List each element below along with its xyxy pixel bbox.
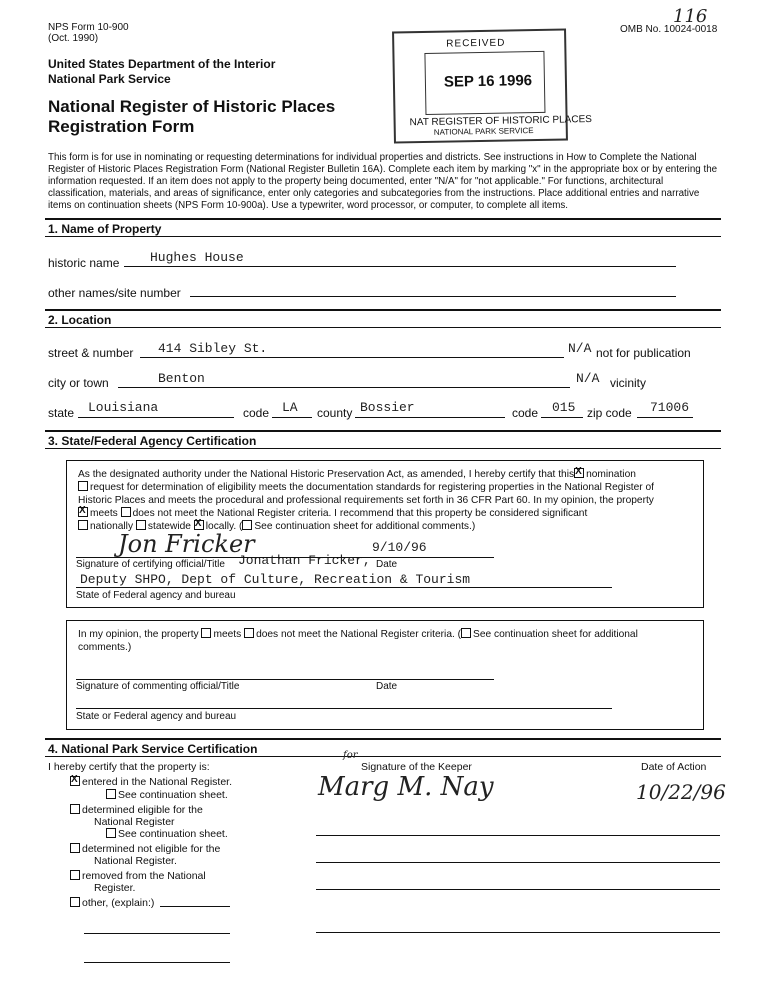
other-checkbox[interactable] — [70, 897, 80, 907]
certifying-signature: Jon Fricker — [118, 530, 255, 558]
keeper-line — [316, 889, 720, 890]
eligible-label-2: National Register — [94, 816, 175, 828]
zip-line — [637, 417, 693, 418]
other-explain-line[interactable] — [160, 906, 230, 907]
county-value[interactable]: Bossier — [360, 400, 415, 415]
city-value[interactable]: Benton — [158, 371, 205, 386]
opinion-meets: meets — [213, 629, 242, 640]
eligible-checkbox[interactable] — [70, 804, 80, 814]
date-label: Date — [376, 559, 398, 570]
section-rule — [45, 309, 721, 311]
removed-label-2: Register. — [94, 882, 136, 894]
section-rule — [45, 218, 721, 220]
other-explain-line-3[interactable] — [84, 962, 230, 963]
opinion-does-not-meet-checkbox[interactable] — [244, 628, 254, 638]
nationally-checkbox[interactable] — [78, 520, 88, 530]
county-code-line — [541, 417, 583, 418]
not-eligible-option — [70, 843, 220, 855]
nomination-checkbox[interactable] — [574, 468, 584, 478]
section3-title: 3. State/Federal Agency Certification — [48, 434, 257, 448]
not-for-publication-label: not for publication — [596, 346, 691, 360]
street-value[interactable]: 414 Sibley St. — [158, 341, 268, 356]
cert-continuation: See continuation sheet for additional comments.) — [254, 521, 476, 532]
cert-line2 — [78, 481, 688, 494]
opinion-continuation: See continuation sheet for additional — [473, 629, 638, 640]
form-title-line2: Registration Form — [48, 117, 195, 136]
signer-name[interactable]: Jonathan Fricker, — [238, 553, 371, 568]
other-label: other, (explain:) — [82, 897, 155, 909]
entered-continuation-label: See continuation sheet. — [118, 789, 228, 801]
signature-line — [76, 557, 494, 558]
state-line — [78, 417, 234, 418]
stamp-line1: NAT REGISTER OF HISTORIC PLACES — [409, 114, 592, 129]
meets-checkbox[interactable] — [78, 507, 88, 517]
entered-checkbox[interactable] — [70, 776, 80, 786]
state-value[interactable]: Louisiana — [88, 400, 159, 415]
comment-date-label: Date — [376, 681, 398, 692]
agency-value[interactable]: Deputy SHPO, Dept of Culture, Recreation & Tourism — [80, 572, 471, 587]
form-title-line1: National Register of Historic Places — [48, 97, 336, 116]
city-label: city or town — [48, 376, 109, 390]
city-line — [118, 387, 570, 388]
state-code-line — [272, 417, 312, 418]
section-underline — [45, 236, 721, 237]
state-code-label: code — [243, 406, 270, 420]
comment-signature-label: Signature of commenting official/Title — [76, 681, 240, 692]
signature-label: Signature of certifying official/Title — [76, 559, 225, 570]
entered-continuation — [106, 789, 228, 801]
cert-text-2: request for determination of eligibility meets the documentation standards for registering properties in the National Register of — [90, 482, 655, 493]
cert-nomination: nomination — [586, 469, 636, 480]
form-date: (Oct. 1990) — [48, 33, 99, 44]
section-underline — [45, 448, 721, 449]
received-stamp — [392, 28, 592, 143]
opinion-text: In my opinion, the property — [78, 629, 199, 640]
does-not-meet-checkbox[interactable] — [121, 507, 131, 517]
for-mark: for — [343, 750, 358, 761]
vicinity-label: vicinity — [610, 376, 647, 390]
street-line — [140, 357, 564, 358]
cert-line4 — [78, 507, 688, 520]
nps-intro: I hereby certify that the property is: — [48, 761, 210, 773]
certification-date[interactable]: 9/10/96 — [372, 540, 427, 555]
section-rule — [45, 430, 721, 432]
eligible-continuation-checkbox[interactable] — [106, 828, 116, 838]
vicinity-mark[interactable]: N/A — [576, 371, 600, 386]
opinion-continuation-checkbox[interactable] — [461, 628, 471, 638]
action-date: 10/22/96 — [636, 780, 726, 804]
removed-checkbox[interactable] — [70, 870, 80, 880]
historic-name-line — [124, 266, 676, 267]
comment-agency-label: State or Federal agency and bureau — [76, 711, 237, 722]
comment-agency-line — [76, 708, 612, 709]
service: National Park Service — [48, 72, 171, 86]
opinion-not-meet: does not meet the National Register criteria. ( — [256, 629, 462, 640]
keeper-line — [316, 932, 720, 933]
historic-name-value[interactable]: Hughes House — [150, 250, 244, 265]
cert-locally: locally. ( — [205, 521, 243, 532]
keeper-line — [316, 835, 720, 836]
omb-number: OMB No. 10024-0018 — [620, 24, 718, 35]
stamp-received: RECEIVED — [446, 37, 506, 50]
department: United States Department of the Interior — [48, 57, 276, 71]
opinion-line1 — [78, 628, 688, 641]
cert-text-1: As the designated authority under the National Historic Preservation Act, as amended, I hereby certify that this — [78, 469, 575, 480]
zip-label: zip code — [587, 406, 632, 420]
agency-line — [76, 587, 612, 588]
historic-name-label: historic name — [48, 256, 120, 270]
other-option — [70, 897, 154, 909]
section-underline — [45, 327, 721, 328]
county-code-label: code — [512, 406, 539, 420]
state-code-value[interactable]: LA — [282, 400, 298, 415]
other-names-label: other names/site number — [48, 286, 181, 300]
cert-continuation-checkbox[interactable] — [242, 520, 252, 530]
section-underline — [45, 756, 721, 757]
entered-continuation-checkbox[interactable] — [106, 789, 116, 799]
state-label: state — [48, 406, 75, 420]
zip-value[interactable]: 71006 — [650, 400, 690, 415]
agency-label: State of Federal agency and bureau — [76, 590, 236, 601]
street-label: street & number — [48, 346, 134, 360]
comment-signature-line — [76, 679, 494, 680]
entered-option — [70, 776, 232, 788]
section-rule — [45, 738, 721, 740]
removed-option — [70, 870, 206, 882]
cert-line3: Historic Places and meets the procedural and professional requirements set forth in 36 CFR Part 60. In my opinion, the property — [78, 495, 654, 506]
section4-title: 4. National Park Service Certification — [48, 742, 258, 756]
cert-statewide: statewide — [147, 521, 191, 532]
statewide-checkbox[interactable] — [136, 520, 146, 530]
eligible-continuation-label: See continuation sheet. — [118, 828, 228, 840]
section2-title: 2. Location — [48, 313, 112, 327]
cert-line1 — [78, 468, 688, 481]
keeper-signature: Marg M. Nay — [318, 772, 494, 802]
keeper-label: Signature of the Keeper — [361, 761, 472, 773]
eligible-continuation — [106, 828, 228, 840]
not-eligible-checkbox[interactable] — [70, 843, 80, 853]
other-explain-line-2[interactable] — [84, 933, 230, 934]
locally-checkbox[interactable] — [194, 520, 204, 530]
eligible-label-1: determined eligible for the — [82, 804, 203, 816]
keeper-line — [316, 862, 720, 863]
instructions: This form is for use in nominating or requesting determinations for individual properties and districts. See instructions in How to Complete the National Register of Historic Places Registration Form (National Register Bulletin 16A). Complete each item by marking "x" in the appropriate box or by entering the information requested. If an item does not apply to the property being documented, enter "N/A" for "not applicable." For functions, architectural classification, materials, and areas of significance, enter only categories and subcategories from the instructions. Place additional entries and narrative items on continuation sheets (NPS Form 10-900a). Use a typewriter, word processor, or computer, to complete all items. — [48, 152, 718, 211]
cert-nationally: nationally — [90, 521, 134, 532]
request-checkbox[interactable] — [78, 481, 88, 491]
form-number: NPS Form 10-900 — [48, 22, 129, 33]
opinion-comments: comments.) — [78, 642, 132, 653]
not-eligible-label-1: determined not eligible for the — [82, 843, 221, 855]
entered-label: entered in the National Register. — [82, 776, 233, 788]
cert-meets: meets — [90, 508, 118, 519]
stamp-line2: NATIONAL PARK SERVICE — [433, 126, 534, 137]
cert-not-meet: does not meet the National Register criteria. I recommend that this property be considered significant — [132, 508, 588, 519]
removed-label-1: removed from the National — [82, 870, 206, 882]
not-for-publication-mark[interactable]: N/A — [568, 341, 592, 356]
stamp-date-box — [424, 51, 545, 115]
eligible-option — [70, 804, 203, 816]
county-label: county — [317, 406, 353, 420]
section1-title: 1. Name of Property — [48, 222, 162, 236]
other-names-line — [190, 296, 676, 297]
county-line — [355, 417, 505, 418]
date-of-action-label: Date of Action — [641, 761, 707, 773]
stamp-date: SEP 16 1996 — [443, 72, 533, 91]
county-code-value[interactable]: 015 — [552, 400, 576, 415]
omb-handwritten: 116 — [673, 6, 708, 27]
opinion-meets-checkbox[interactable] — [201, 628, 211, 638]
not-eligible-label-2: National Register. — [94, 855, 177, 867]
